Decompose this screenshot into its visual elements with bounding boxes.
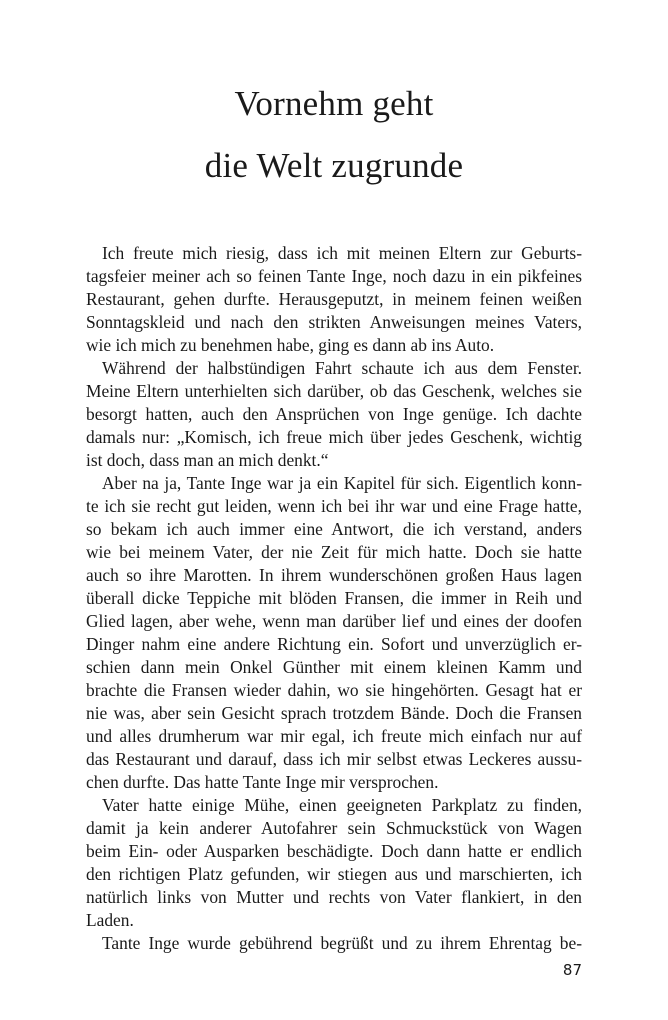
text-line: te ich sie recht gut leiden, wenn ich bei ihr war und eine Frage hatte, (86, 496, 582, 516)
chapter-title-line-2: die Welt zugrunde (204, 146, 464, 185)
text-line: Sonntagskleid und nach den strikten Anweisungen meines Vaters, (86, 312, 582, 332)
text-line: Restaurant, gehen durfte. Herausgeputzt, in meinem feinen weißen (86, 289, 582, 309)
text-line: beim Ein- oder Ausparken beschädigte. Doch dann hatte er endlich (86, 841, 582, 861)
text-line: schien dann mein Onkel Günther mit einem kleinen Kamm und (86, 657, 582, 677)
chapter-title-line-1: Vornehm geht (234, 84, 434, 123)
text-line: natürlich links von Mutter und rechts von Vater flankiert, in den (86, 887, 582, 907)
paragraph (86, 357, 582, 472)
chapter-body-text (86, 242, 582, 955)
text-line: auch so ihre Marotten. In ihrem wunderschönen großen Haus lagen (86, 565, 582, 585)
text-line: ist doch, dass man an mich denkt.“ (86, 450, 329, 470)
paragraph (86, 932, 582, 955)
text-line: tagsfeier meiner ach so feinen Tante Inge, noch dazu in ein pikfeines (86, 266, 582, 286)
text-line: brachte die Fransen wieder dahin, wo sie hingehörten. Gesagt hat er (86, 680, 582, 700)
paragraph (86, 472, 582, 794)
text-line: Aber na ja, Tante Inge war ja ein Kapitel für sich. Eigentlich konn- (102, 473, 582, 493)
paragraph (86, 242, 582, 357)
text-line: Während der halbstündigen Fahrt schaute ich aus dem Fenster. (102, 358, 582, 378)
text-line: den richtigen Platz gefunden, wir stiegen aus und marschierten, ich (86, 864, 582, 884)
text-line: wie bei meinem Vater, der nie Zeit für mich hatte. Doch sie hatte (86, 542, 582, 562)
text-line: damit ja kein anderer Autofahrer sein Schmuckstück von Wagen (86, 818, 582, 838)
text-line: wie ich mich zu benehmen habe, ging es dann ab ins Auto. (86, 335, 495, 355)
page-number: 87 (562, 961, 582, 979)
paragraph (86, 794, 582, 932)
text-line: Meine Eltern unterhielten sich darüber, ob das Geschenk, welches sie (86, 381, 582, 401)
text-line: das Restaurant und darauf, dass ich mir selbst etwas Leckeres aussu- (86, 749, 582, 769)
text-line: so bekam ich auch immer eine Antwort, die ich verstand, anders (86, 519, 582, 539)
text-line: überall dicke Teppiche mit blöden Fransen, die immer in Reih und (86, 588, 582, 608)
text-line: Glied lagen, aber wehe, wenn man darüber lief und eines der doofen (86, 611, 582, 631)
text-line: Ich freute mich riesig, dass ich mit meinen Eltern zur Geburts- (102, 243, 582, 263)
text-line: Vater hatte einige Mühe, einen geeigneten Parkplatz zu finden, (102, 795, 582, 815)
text-line: damals nur: „Komisch, ich freue mich über jedes Geschenk, wichtig (86, 427, 582, 447)
text-line: besorgt hatten, auch den Ansprüchen von Inge genüge. Ich dachte (86, 404, 582, 424)
text-line: Tante Inge wurde gebührend begrüßt und zu ihrem Ehrentag be- (102, 933, 582, 953)
text-line: chen durfte. Das hatte Tante Inge mir versprochen. (86, 772, 439, 792)
text-line: nie was, aber sein Gesicht sprach trotzdem Bände. Doch die Fransen (86, 703, 582, 723)
text-line: Dinger nahm eine andere Richtung ein. Sofort und unverzüglich er- (86, 634, 582, 654)
text-line: und alles drumherum war mir egal, ich freute mich einfach nur auf (86, 726, 582, 746)
text-line: Laden. (86, 910, 134, 930)
